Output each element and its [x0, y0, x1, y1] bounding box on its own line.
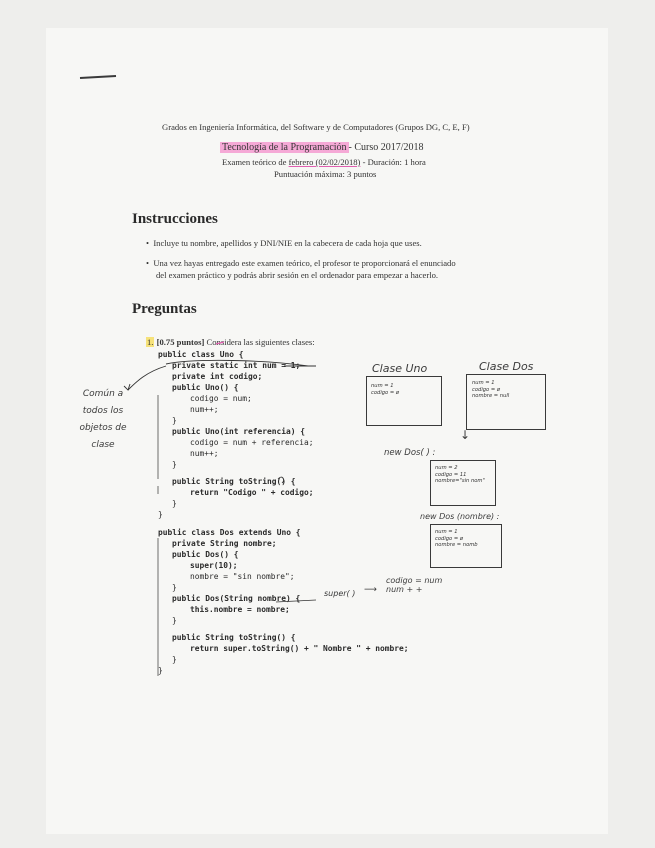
code-line: private String nombre; [172, 539, 277, 548]
code-line: num++; [190, 405, 219, 414]
uno-box-fields: num = 1 codigo = ø [371, 383, 400, 396]
instructions-heading: Instrucciones [132, 211, 218, 227]
code-line: super(10); [190, 561, 238, 570]
code-line: public Dos(String nombre) { [172, 594, 301, 603]
code-line: public String toString() { [172, 477, 296, 486]
code-line: public Uno() { [172, 383, 239, 392]
degree-line: Grados en Ingeniería Informática, del Software y de Computadores (Grupos DG, C, E, F) [162, 122, 470, 132]
handwritten-clase-uno: Clase Uno [372, 362, 428, 375]
exam-date: febrero (02/02/2018) [288, 157, 361, 167]
code-line: } [158, 666, 163, 675]
code-line: private static int num = 1; [172, 361, 301, 370]
question-points: [0.75 puntos] [156, 337, 205, 347]
code-line: } [172, 655, 177, 664]
code-line: public Dos() { [172, 550, 239, 559]
exam-page [46, 28, 608, 834]
handwritten-static-note: Común a todos los objetos de clase [79, 389, 127, 450]
handwritten-strokes [46, 28, 608, 834]
code-line: codigo = num; [190, 394, 252, 403]
instruction-item: • Una vez hayas entregado este examen teórico, el profesor te proporcionará el enunciado [146, 258, 456, 268]
handwritten-super-note: codigo = num num + + [386, 576, 443, 594]
code-line: public class Dos extends Uno { [158, 528, 301, 537]
code-line: } [172, 616, 177, 625]
instruction-item: • Incluye tu nombre, apellidos y DNI/NIE en la cabecera de cada hoja que uses. [146, 238, 422, 248]
question-text: Considera las siguientes clases: [204, 337, 315, 347]
down-arrow-icon: ↓ [460, 428, 471, 442]
code-line: } [158, 510, 163, 519]
new-dos-fields: num = 2 codigo = 11 nombre="sin nom" [435, 465, 485, 484]
handwritten-new-dos-nombre: new Dos (nombre) : [420, 512, 500, 521]
code-line: public class Uno { [158, 350, 244, 359]
code-line: num++; [190, 449, 219, 458]
arrow-right-icon: ⟶ [364, 585, 377, 595]
course-name: Tecnología de la Programación [222, 142, 347, 153]
course-year: - Curso 2017/2018 [348, 142, 424, 153]
dos-box-fields: num = 1 codigo = ø nombre = null [472, 380, 510, 399]
code-line: } [172, 499, 177, 508]
code-line: return super.toString() + " Nombre " + nombre; [190, 644, 409, 653]
code-line: } [172, 416, 177, 425]
code-line: public String toString() { [172, 633, 296, 642]
handwritten-new-dos: new Dos( ) : [384, 448, 436, 458]
questions-heading: Preguntas [132, 301, 197, 317]
question-number: 1. [147, 337, 154, 347]
handwritten-super-call: super( ) [324, 589, 356, 598]
code-line: } [172, 460, 177, 469]
new-dos-nombre-fields: num = 1 codigo = ø nombre = nomb [435, 529, 478, 548]
exam-prefix: Examen teórico de [222, 157, 289, 167]
code-line: public Uno(int referencia) { [172, 427, 306, 436]
code-line: codigo = num + referencia; [190, 438, 314, 447]
code-line: return "Codigo " + codigo; [190, 488, 314, 497]
code-line: nombre = "sin nombre"; [190, 572, 295, 581]
exam-duration: - Duración: 1 hora [360, 157, 426, 167]
code-line: } [172, 583, 177, 592]
max-score: Puntuación máxima: 3 puntos [274, 169, 377, 179]
handwritten-clase-dos: Clase Dos [479, 360, 534, 373]
instruction-item-cont: del examen práctico y podrás abrir sesión en el ordenador para empezar a hacerlo. [156, 270, 439, 280]
code-line: private int codigo; [172, 372, 263, 381]
code-line: this.nombre = nombre; [190, 605, 290, 614]
